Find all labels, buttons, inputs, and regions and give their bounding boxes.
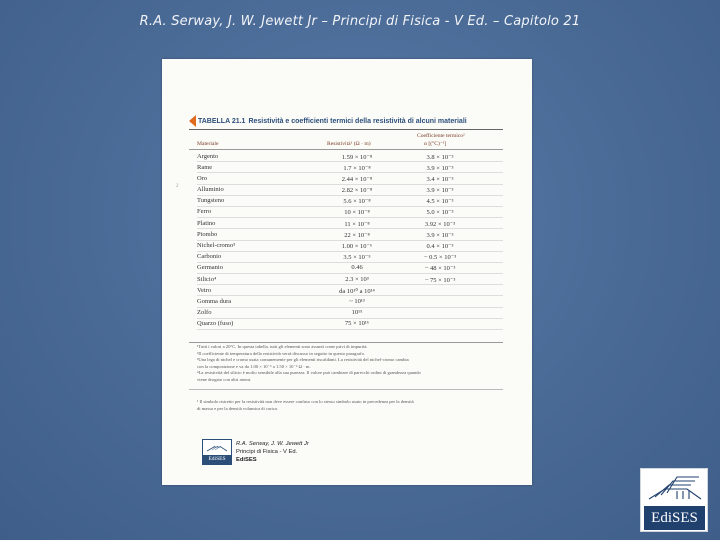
footnote-line: di massa e per la densità volumica di carica. [197,405,278,411]
cell-coefficient: − 0.5 × 10⁻³ [423,254,457,262]
cell-coefficient: 3.9 × 10⁻³ [426,187,454,195]
cell-coefficient: 3.8 × 10⁻³ [426,153,454,161]
table-row [197,263,503,274]
cell-material: Platino [197,219,216,227]
header-coefficient-line1: Coefficiente termico² [417,133,465,139]
table-row [197,274,503,285]
table-tab-marker [189,115,196,127]
page-footnote [197,399,497,412]
cell-material: Argento [197,152,219,160]
header-material: Materiale [197,141,219,147]
footnote-rule [189,389,503,390]
table-row [197,285,503,296]
table-row [197,196,503,207]
cell-resistivity: da 10¹⁰ a 10¹⁴ [339,287,375,295]
cell-resistivity: 5.6 × 10⁻⁸ [343,198,371,206]
table-row [197,241,503,252]
table-row [197,296,503,307]
slide-title: R.A. Serway, J. W. Jewett Jr – Principi di Fisica - V Ed. – Capitolo 21 [139,14,581,29]
cell-resistivity: 2.3 × 10³ [345,275,369,283]
cell-resistivity: 2.44 × 10⁻⁸ [341,175,373,183]
cell-material: Rame [197,163,213,171]
cell-resistivity: 10¹⁵ [351,309,363,317]
open-books-icon [206,443,228,453]
cell-material: Ferro [197,208,212,216]
table-row [197,218,503,229]
note-line: ¹Tutti i valori a 20°C. In questa tabella, tutti gli elementi sono assunti come privi di impurità. [197,344,368,349]
cell-resistivity: 1.00 × 10⁻⁶ [341,243,373,250]
table-bottom-rule [189,342,503,343]
table-row [197,308,503,319]
cell-resistivity: 0.46 [351,264,363,272]
cell-coefficient: 0.4 × 10⁻³ [426,243,454,250]
header-resistivity: Resistività¹ (Ω · m) [327,141,371,147]
cell-coefficient: 5.0 × 10⁻³ [426,209,454,217]
credit-authors: R.A. Serway, J. W. Jewett Jr [236,441,309,447]
table-row [197,229,503,240]
edises-small-logo [202,439,232,465]
cell-resistivity: 75 × 10¹⁶ [344,320,370,328]
corner-logo-text: EdiSES [644,506,705,530]
table-header-rule [189,149,503,150]
table-row [197,319,503,330]
cell-resistivity: 2.82 × 10⁻⁸ [341,187,373,195]
cell-material: Silicio⁴ [197,275,217,283]
cell-coefficient: − 75 × 10⁻³ [424,276,456,284]
table-row [197,252,503,263]
credit-book-title: Principi di Fisica - V Ed. [236,449,298,455]
cell-material: Piombo [197,230,218,238]
cell-material: Gomma dura [197,297,232,305]
cell-resistivity: 1.7 × 10⁻⁸ [343,164,371,172]
textbook-page-image [162,59,532,485]
table-heading [189,114,509,128]
table-label: TABELLA 21.1 [198,117,246,125]
cell-material: Quarzo (fuso) [197,320,234,328]
cell-material: Zolfo [197,309,212,317]
table-row [197,151,503,162]
cell-material: Tungsteno [197,197,225,205]
cell-coefficient: 3.92 × 10⁻³ [424,220,456,228]
table-row [197,162,503,173]
note-line: ³Una lega di nichel e cromo usata comunemente per gli elementi riscaldanti. La resistività del nichel-cromo cambia [197,357,409,363]
cell-material: Oro [197,174,208,182]
cell-resistivity: ~ 10¹³ [349,297,365,305]
cell-resistivity: 10 × 10⁻⁸ [344,209,370,217]
cell-material: Germanio [197,264,223,272]
table-row [197,207,503,218]
cell-coefficient: 3.9 × 10⁻³ [426,164,454,172]
table-row [197,185,503,196]
cell-coefficient: 3.4 × 10⁻³ [426,175,454,183]
note-line: ⁴La resistività del silicio è molto sensibile alla sua purezza. Il valore può cambiare di parecchi ordini di grandezza quando [197,370,421,376]
open-books-icon [647,473,703,503]
cell-material: Nichel-cromo³ [197,242,236,249]
credit-publisher: EdiSES [236,457,257,463]
footnote-line: ¹ Il simbolo ristretto per la resistività non deve essere confuso con lo stesso simbolo usato in precedenza per la densità [197,399,414,404]
cell-coefficient: 4.5 × 10⁻³ [426,198,454,206]
edises-corner-logo [640,468,708,532]
cell-resistivity: 22 × 10⁻⁸ [344,231,370,239]
book-credit [202,439,362,471]
note-line: viene drogato con altri atomi. [197,376,252,382]
cell-material: Carbonio [197,253,222,261]
small-logo-text: EdiSES [203,455,231,464]
table-row [197,173,503,184]
table-body [197,151,503,330]
header-coefficient-line2: α [(°C)⁻¹] [424,141,447,147]
cell-material: Alluminio [197,186,224,194]
cell-resistivity: 11 × 10⁻⁸ [344,220,370,228]
table-caption: Resistività e coefficienti termici della resistività di alcuni materiali [248,117,467,125]
note-line: con la composizione e va da 1.00 × 10⁻⁶ a 1.50 × 10⁻⁶ Ω · m. [197,363,311,369]
cell-coefficient: − 48 × 10⁻³ [424,265,456,273]
cell-resistivity: 3.5 × 10⁻⁵ [343,254,371,262]
table-top-rule [189,129,503,130]
note-line: ²Il coefficiente di temperatura della resistività verrà discusso in seguito in questo paragrafo. [197,350,366,356]
cell-material: Vetro [197,286,212,294]
cell-coefficient: 3.9 × 10⁻³ [426,231,454,239]
table-notes [197,344,497,384]
cell-resistivity: 1.59 × 10⁻⁸ [341,153,373,161]
margin-mark: 2 [176,184,179,189]
